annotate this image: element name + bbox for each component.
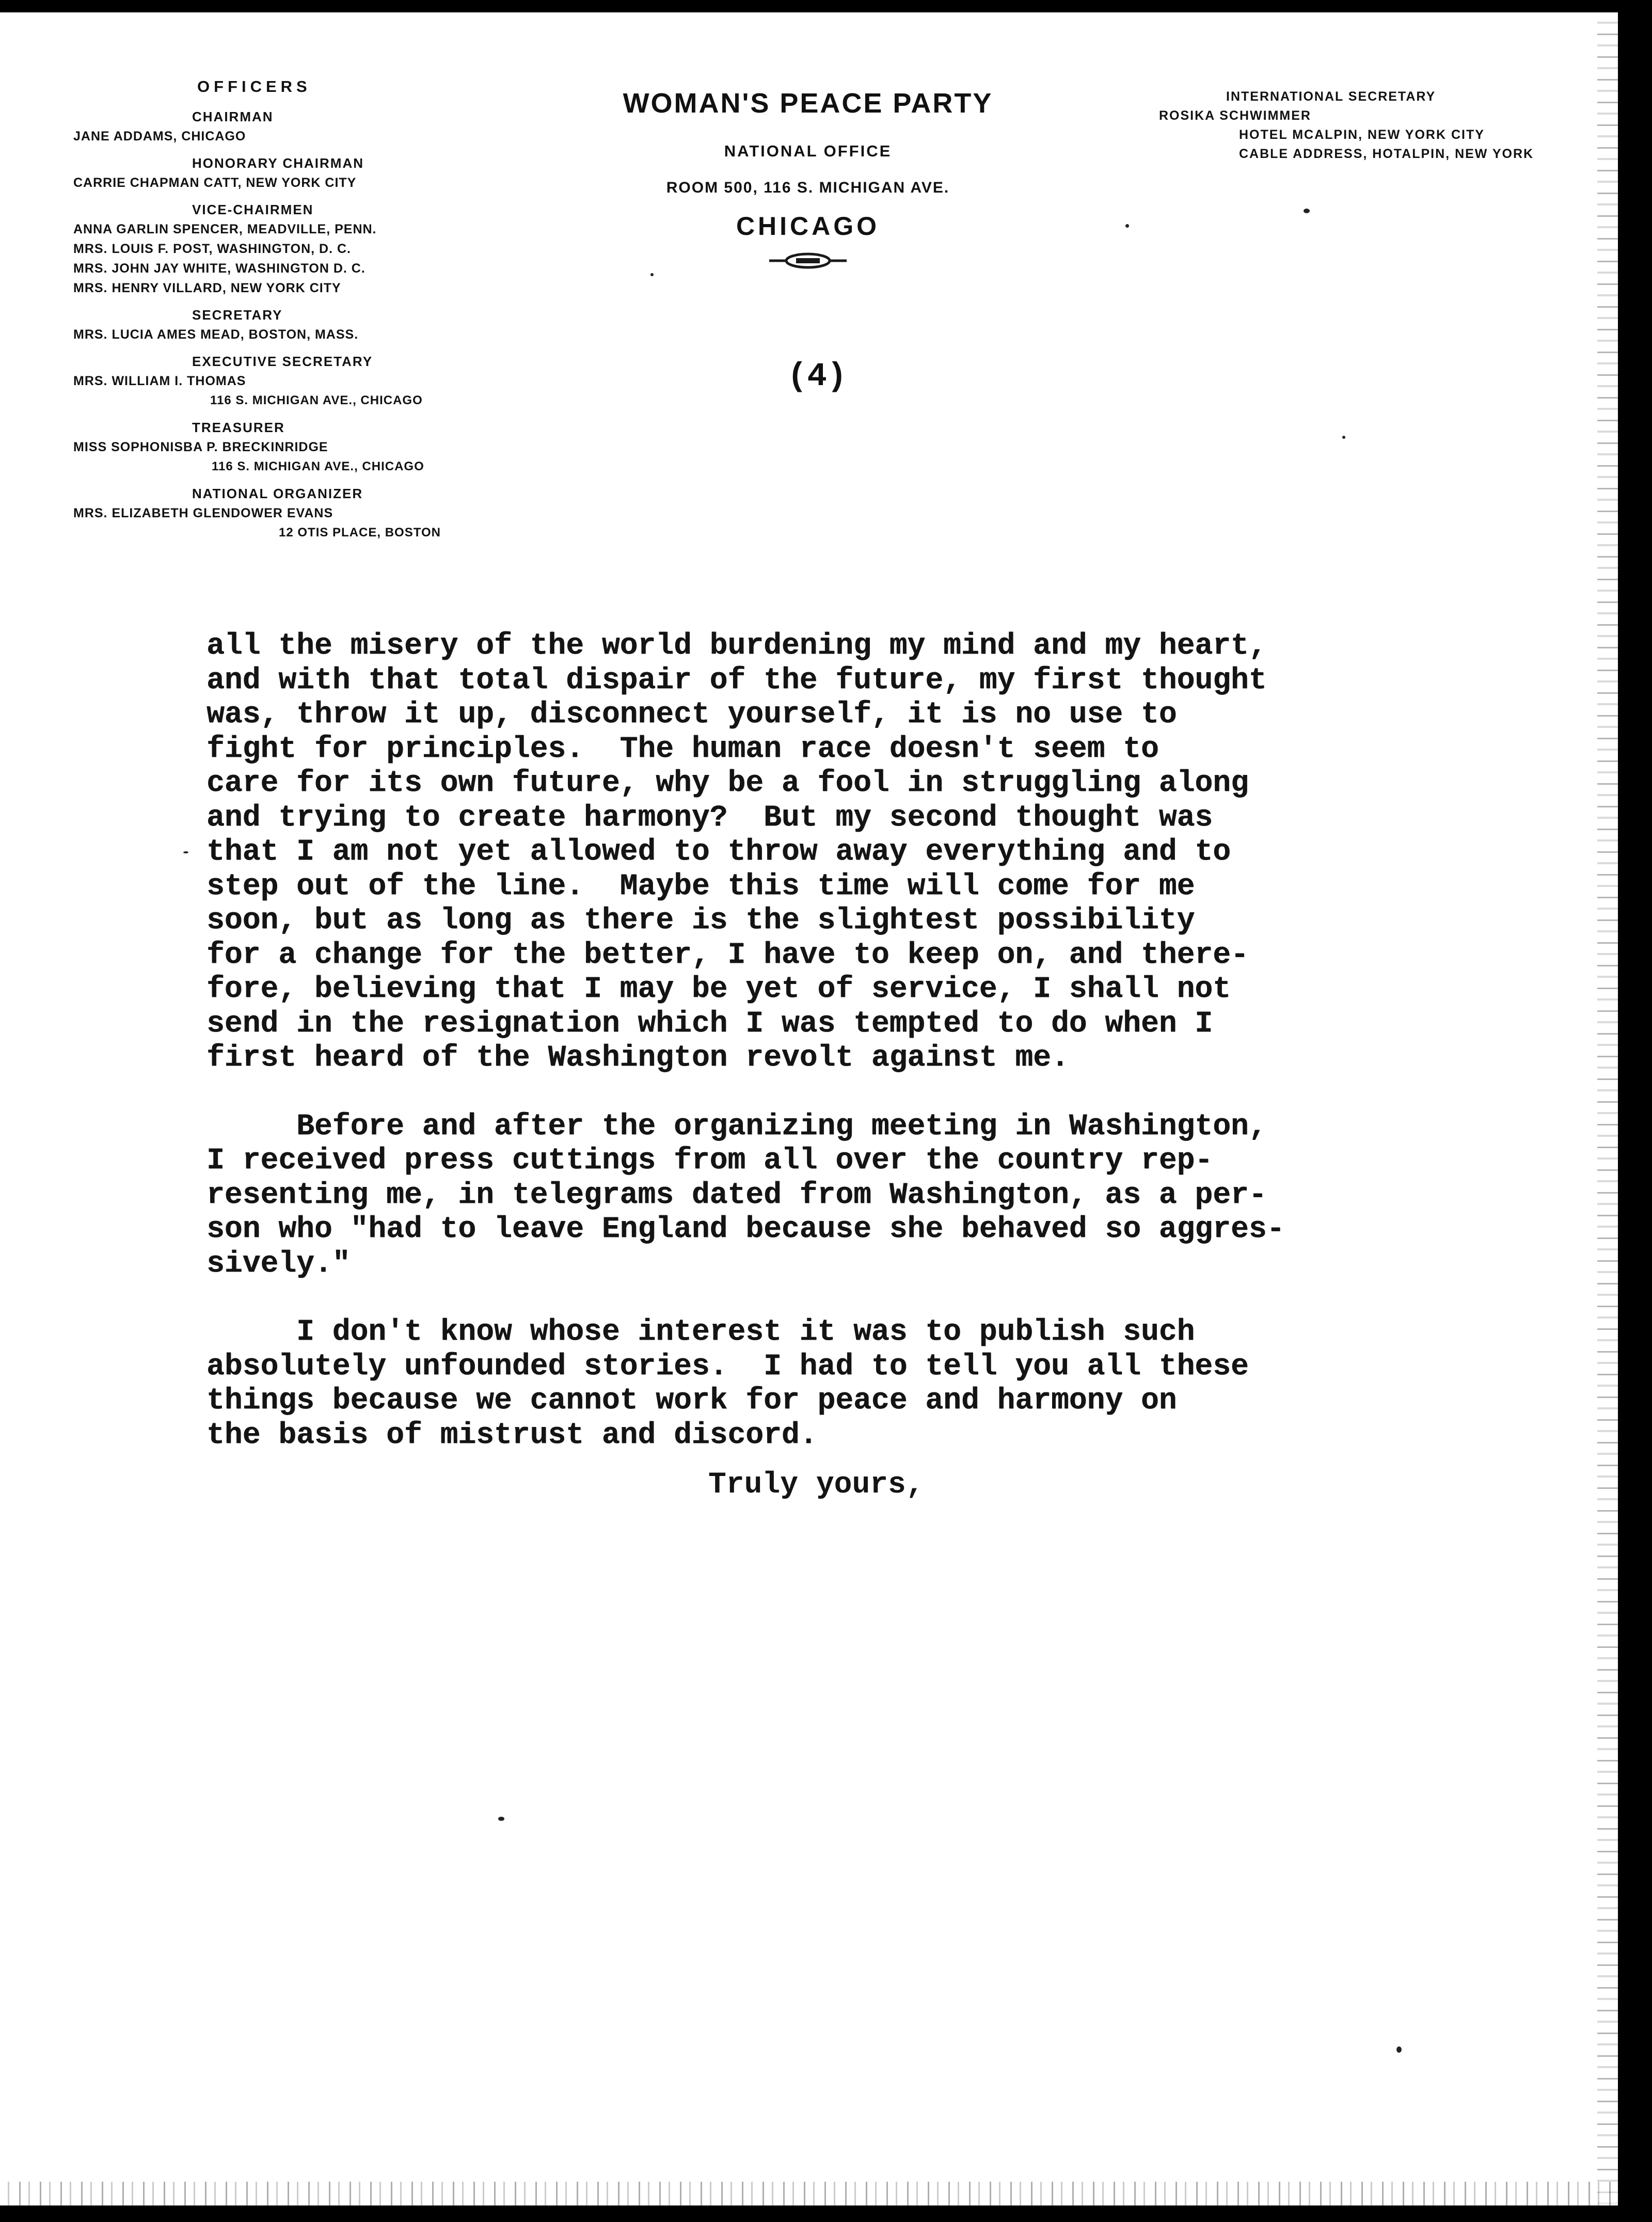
organization-name: WOMAN'S PEACE PARTY [623,88,993,119]
scan-edge-bottom [0,2182,1618,2205]
scan-speck [1304,209,1310,213]
text-line: resenting me, in telegrams dated from Washington, as a per- [206,1178,1267,1212]
intl-address: HOTEL MCALPIN, NEW YORK CITY [1239,128,1485,142]
officer-name: MRS. WILLIAM I. THOMAS [73,374,246,388]
letter-paragraph [206,1110,1394,1282]
text-line: was, throw it up, disconnect yourself, it is no use to [206,698,1177,732]
text-line: step out of the line. Maybe this time will come for me [206,869,1195,903]
letter-paragraph [206,1315,1394,1453]
officer-role: VICE-CHAIRMEN [192,202,314,217]
scan-edge-right [1597,12,1618,2205]
text-line: and trying to create harmony? But my second thought was [206,801,1213,835]
officer-role: EXECUTIVE SECRETARY [192,354,373,369]
officer-role: NATIONAL ORGANIZER [192,486,363,501]
page-number: (4) [787,358,847,395]
letterhead-center [568,87,1048,274]
office-address: ROOM 500, 116 S. MICHIGAN AVE. [666,179,950,196]
officer-name: MRS. JOHN JAY WHITE, WASHINGTON D. C. [73,261,366,276]
officer-role: SECRETARY [192,307,283,323]
letter-paragraph [206,629,1394,1076]
scan-speck [1342,436,1345,439]
scan-speck [498,1817,504,1821]
officer-name: CARRIE CHAPMAN CATT, NEW YORK CITY [73,176,357,190]
union-label-icon [764,250,852,271]
officer-name: MRS. LUCIA AMES MEAD, BOSTON, MASS. [73,327,359,342]
text-line: and with that total dispair of the future, my first thought [206,663,1267,697]
intl-cable-address: CABLE ADDRESS, HOTALPIN, NEW YORK [1239,147,1534,161]
officer-address: 116 S. MICHIGAN AVE., CHICAGO [210,393,423,407]
officer-name: MRS. HENRY VILLARD, NEW YORK CITY [73,281,341,295]
officer-address: 116 S. MICHIGAN AVE., CHICAGO [212,459,424,473]
text-line: absolutely unfounded stories. I had to tell you all these [206,1350,1249,1384]
text-line: I received press cuttings from all over the country rep- [206,1144,1213,1178]
officer-address: 12 OTIS PLACE, BOSTON [279,526,441,539]
letter-closing: Truly yours, [708,1468,924,1502]
letter-page [0,12,1618,2205]
text-line: I don't know whose interest it was to publish such [206,1315,1195,1349]
text-line: that I am not yet allowed to throw away everything and to [206,835,1231,869]
scan-speck [183,851,188,853]
text-line: send in the resignation which I was tempted to do when I [206,1007,1213,1041]
text-line: care for its own future, why be a fool in struggling along [206,767,1249,800]
officer-role: HONORARY CHAIRMAN [192,155,364,171]
officer-name: MRS. LOUIS F. POST, WASHINGTON, D. C. [73,242,351,256]
scan-speck [650,273,654,276]
office-label: NATIONAL OFFICE [724,142,892,160]
text-line: the basis of mistrust and discord. [206,1418,818,1452]
officer-name: MRS. ELIZABETH GLENDOWER EVANS [73,506,333,520]
officer-name: JANE ADDAMS, CHICAGO [73,129,246,144]
text-line: things because we cannot work for peace and harmony on [206,1384,1177,1418]
intl-name: ROSIKA SCHWIMMER [1159,108,1311,123]
officer-role: TREASURER [192,420,285,435]
officer-name: ANNA GARLIN SPENCER, MEADVILLE, PENN. [73,222,377,236]
text-line: fight for principles. The human race doesn't seem to [206,732,1159,766]
text-line: for a change for the better, I have to keep on, and there- [206,938,1249,972]
scan-speck [1396,2046,1402,2053]
text-line: soon, but as long as there is the slightest possibility [206,904,1195,938]
text-line: fore, believing that I may be yet of service, I shall not [206,973,1231,1006]
officer-role: CHAIRMAN [192,109,274,124]
text-line: all the misery of the world burdening my mind and my heart, [206,629,1267,663]
text-line: son who "had to leave England because she behaved so aggres- [206,1213,1285,1246]
international-secretary [1159,87,1613,164]
office-city: CHICAGO [736,212,880,241]
letter-body [206,629,1394,1487]
officer-name: MISS SOPHONISBA P. BRECKINRIDGE [73,440,328,454]
intl-role: INTERNATIONAL SECRETARY [1226,89,1436,104]
text-line: sively." [206,1247,351,1281]
scan-speck [1125,224,1129,228]
officers-list [73,77,486,543]
text-line: Before and after the organizing meeting in Washington, [206,1109,1267,1144]
text-line: first heard of the Washington revolt against me. [206,1041,1069,1075]
officers-heading: OFFICERS [197,77,311,96]
